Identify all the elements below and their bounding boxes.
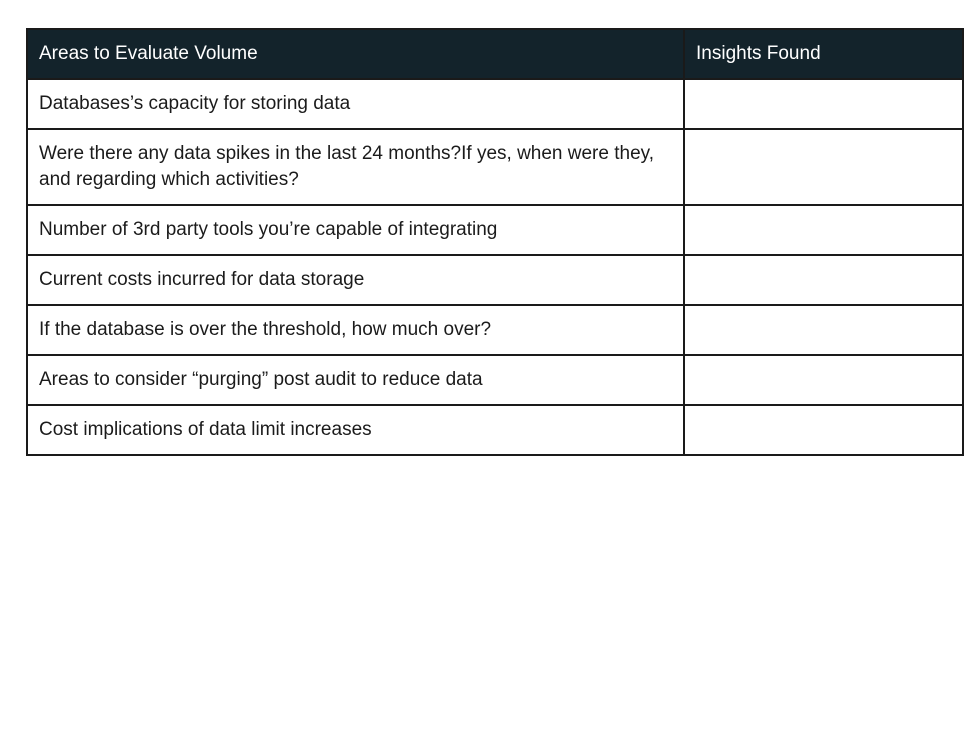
area-cell: Number of 3rd party tools you’re capable of integrating <box>27 205 684 255</box>
area-cell: Were there any data spikes in the last 24 months?If yes, when were they, and regarding which activities? <box>27 129 684 205</box>
insight-cell[interactable] <box>684 205 963 255</box>
volume-evaluation-table <box>26 28 964 456</box>
table-row <box>27 255 963 305</box>
table-row <box>27 405 963 455</box>
header-insights: Insights Found <box>684 29 963 79</box>
insight-cell[interactable] <box>684 405 963 455</box>
area-cell: If the database is over the threshold, how much over? <box>27 305 684 355</box>
area-cell: Databases’s capacity for storing data <box>27 79 684 129</box>
insight-cell[interactable] <box>684 355 963 405</box>
insight-cell[interactable] <box>684 79 963 129</box>
table-row <box>27 355 963 405</box>
table-row <box>27 79 963 129</box>
area-cell: Current costs incurred for data storage <box>27 255 684 305</box>
table-row <box>27 305 963 355</box>
header-areas: Areas to Evaluate Volume <box>27 29 684 79</box>
table-header-row <box>27 29 963 79</box>
insight-cell[interactable] <box>684 129 963 205</box>
table-row <box>27 129 963 205</box>
insight-cell[interactable] <box>684 255 963 305</box>
table-row <box>27 205 963 255</box>
insight-cell[interactable] <box>684 305 963 355</box>
area-cell: Areas to consider “purging” post audit to reduce data <box>27 355 684 405</box>
area-cell: Cost implications of data limit increases <box>27 405 684 455</box>
